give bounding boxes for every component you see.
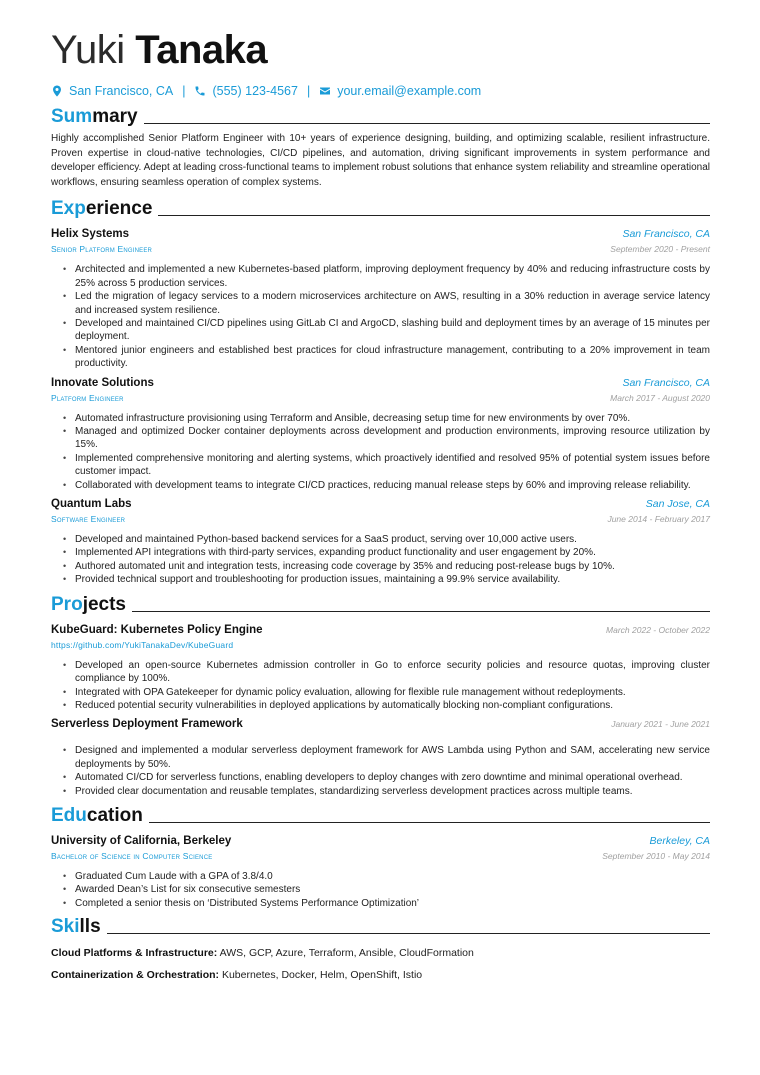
list-item: • Implemented API integrations with third-party services, expanding product functionality and user engagement by 20%. xyxy=(63,546,710,559)
location-text: San Francisco, CA xyxy=(69,84,174,98)
project-bullets xyxy=(51,659,710,713)
experience-entry xyxy=(51,377,710,492)
list-item: • Awarded Dean’s List for six consecutive semesters xyxy=(63,883,710,896)
job-location: San Francisco, CA xyxy=(622,228,710,241)
project-name: KubeGuard: Kubernetes Policy Engine xyxy=(51,623,263,636)
education-heading xyxy=(51,805,710,827)
section-title xyxy=(51,805,143,827)
list-item: • Provided technical support and troubleshooting for production issues, maintaining a 99.9% service availability. xyxy=(63,573,710,586)
list-item: • Developed an open-source Kubernetes admission controller in Go to enforce security policies and resource quotas, improving cluster compliance by 100%. xyxy=(63,659,710,686)
title-rest: mary xyxy=(92,106,138,127)
experience-entry xyxy=(51,228,710,370)
list-item: • Managed and optimized Docker container deployments across development and production environments, improving resource utilization by 15%. xyxy=(63,425,710,452)
job-title: Software Engineer xyxy=(51,514,126,525)
list-item: • Architected and implemented a new Kubernetes-based platform, improving deployment frequency by 40% and reducing infrastructure costs by 25% across 5 production services. xyxy=(63,263,710,290)
first-name: Yuki xyxy=(51,28,125,72)
title-rest: lls xyxy=(79,916,101,938)
contact-email[interactable] xyxy=(319,84,481,98)
job-location: San Jose, CA xyxy=(645,498,710,511)
title-rest: erience xyxy=(85,198,153,220)
job-location: San Francisco, CA xyxy=(622,376,710,389)
project-entry xyxy=(51,718,710,798)
school-name: University of California, Berkeley xyxy=(51,834,232,847)
list-item: • Automated infrastructure provisioning using Terraform and Ansible, decreasing setup time for new environments by over 70%. xyxy=(63,412,710,425)
skill-category: Containerization & Orchestration: xyxy=(51,969,220,982)
job-title: Senior Platform Engineer xyxy=(51,244,153,255)
company-name: Quantum Labs xyxy=(51,498,132,511)
resume-page xyxy=(51,26,710,982)
experience-entry xyxy=(51,498,710,587)
project-dates: January 2021 - June 2021 xyxy=(611,719,710,730)
list-item: • Developed and maintained Python-based backend services for a SaaS product, serving over 10,000 active users. xyxy=(63,533,710,546)
degree: Bachelor of Science in Computer Science xyxy=(51,850,213,861)
last-name: Tanaka xyxy=(135,28,268,72)
job-bullets xyxy=(51,533,710,587)
education-entry xyxy=(51,835,710,910)
list-item: • Graduated Cum Laude with a GPA of 3.8/4.0 xyxy=(63,870,710,883)
candidate-name xyxy=(51,26,710,74)
contact-phone[interactable] xyxy=(194,84,297,98)
summary-heading xyxy=(51,106,710,128)
title-accent: Exp xyxy=(51,198,86,220)
skills-heading xyxy=(51,916,710,938)
phone-icon xyxy=(194,85,206,97)
title-accent: Edu xyxy=(51,804,87,826)
title-accent: Ski xyxy=(51,916,80,938)
job-dates: June 2014 - February 2017 xyxy=(607,514,710,525)
list-item: • Provided clear documentation and reusable templates, standardizing serverless development practices across multiple teams. xyxy=(63,785,710,798)
section-rule xyxy=(149,822,710,823)
contact-separator: | xyxy=(182,84,186,98)
job-bullets xyxy=(51,263,710,370)
company-name: Helix Systems xyxy=(51,228,129,241)
title-accent: Pro xyxy=(51,593,83,615)
section-rule xyxy=(158,215,710,216)
contact-location xyxy=(51,84,173,98)
job-bullets xyxy=(51,412,710,492)
education-dates: September 2010 - May 2014 xyxy=(602,850,710,861)
project-bullets xyxy=(51,744,710,798)
skill-items: AWS, GCP, Azure, Terraform, Ansible, CloudFormation xyxy=(219,947,474,960)
section-title xyxy=(51,198,152,220)
list-item: • Mentored junior engineers and established best practices for cloud infrastructure management, contributing to a 20% improvement in team productivity. xyxy=(63,344,710,371)
list-item: • Collaborated with development teams to integrate CI/CD practices, reducing manual release steps by 60% and improving release reliability. xyxy=(63,479,710,492)
list-item: • Integrated with OPA Gatekeeper for dynamic policy evaluation, allowing for flexible rule management without redeployments. xyxy=(63,686,710,699)
contact-separator: | xyxy=(306,84,311,98)
list-item: • Implemented comprehensive monitoring and alerting systems, which proactively identified and resolved 95% of potential system issues before customer impact. xyxy=(63,452,710,479)
project-entry xyxy=(51,624,710,713)
projects-heading xyxy=(51,594,710,616)
contact-bar xyxy=(51,82,710,100)
list-item: • Developed and maintained CI/CD pipelines using GitLab CI and ArgoCD, slashing build and deployment times by an average of 15 minutes per deployment. xyxy=(63,317,710,344)
job-title: Platform Engineer xyxy=(51,392,124,403)
section-title xyxy=(51,594,126,616)
list-item: • Automated CI/CD for serverless functions, enabling developers to deploy changes with zero downtime and minimal operational overhead. xyxy=(63,771,710,784)
list-item: • Designed and implemented a modular serverless deployment framework for AWS Lambda using Python and SAM, accelerating new service deployments by 50%. xyxy=(63,744,710,771)
project-link[interactable]: https://github.com/YukiTanakaDev/KubeGuard xyxy=(51,639,234,650)
title-accent: Sum xyxy=(51,106,93,127)
email-text: your.email@example.com xyxy=(337,84,482,98)
list-item: • Completed a senior thesis on ‘Distributed Systems Performance Optimization’ xyxy=(63,897,710,910)
skill-items: Kubernetes, Docker, Helm, OpenShift, Istio xyxy=(221,969,423,982)
section-rule xyxy=(144,123,710,124)
company-name: Innovate Solutions xyxy=(51,376,154,389)
envelope-icon xyxy=(319,85,331,97)
map-marker-icon xyxy=(51,85,63,97)
skill-row xyxy=(51,968,710,982)
skill-row xyxy=(51,946,710,960)
title-rest: jects xyxy=(82,593,126,615)
section-rule xyxy=(132,611,710,612)
section-title xyxy=(51,106,138,128)
section-rule xyxy=(107,933,710,934)
job-dates: September 2020 - Present xyxy=(610,244,710,255)
education-bullets xyxy=(51,870,710,910)
experience-heading xyxy=(51,198,710,220)
phone-text: (555) 123-4567 xyxy=(212,84,298,98)
project-name: Serverless Deployment Framework xyxy=(51,718,243,731)
job-dates: March 2017 - August 2020 xyxy=(610,392,710,403)
section-title xyxy=(51,916,101,938)
list-item: • Reduced potential security vulnerabilities in deployed applications by automatically blocking non-compliant configurations. xyxy=(63,699,710,712)
summary-text: Highly accomplished Senior Platform Engineer with 10+ years of experience designing, building, and optimizing scalable, resilient infrastructure. Proven expertise in cloud-native technologies, CI/CD pipelines, and automation, driving significant improvements in system performance and developer efficiency. Adept at leading cross-functional teams to implement robust solutions that enhance system reliability and streamline operational workflows, ensuring seamless operation of complex systems. xyxy=(51,133,710,188)
skill-category: Cloud Platforms & Infrastructure: xyxy=(51,947,218,960)
list-item: • Authored automated unit and integration tests, increasing code coverage by 35% and reducing post-release bugs by 10%. xyxy=(63,560,710,573)
title-rest: cation xyxy=(86,804,143,826)
project-dates: March 2022 - October 2022 xyxy=(606,624,710,635)
school-location: Berkeley, CA xyxy=(649,834,710,847)
list-item: • Led the migration of legacy services to a modern microservices architecture on AWS, resulting in a 30% reduction in average service latency and increased system resilience. xyxy=(63,290,710,317)
